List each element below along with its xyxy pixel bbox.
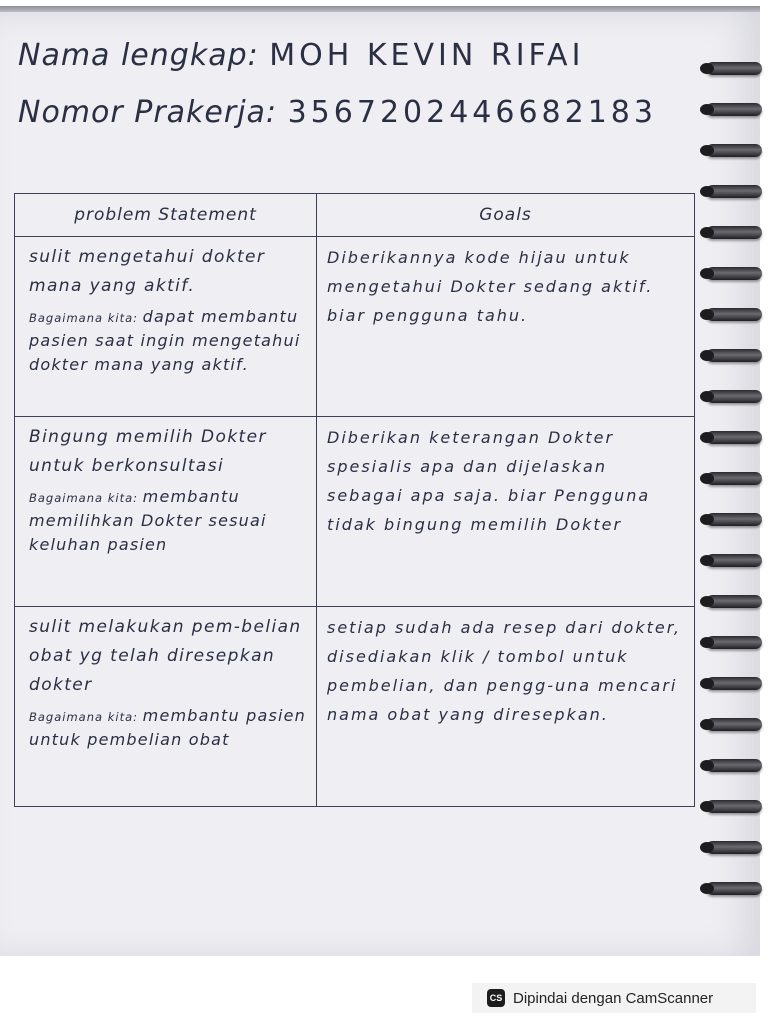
goal-text: Diberikan keterangan Dokter spesialis apa dan dijelaskan sebagai apa saja. biar Pengguna tidak bingung memilih Dokter — [327, 428, 651, 534]
spiral-ring — [706, 103, 762, 116]
number-label: Nomor Prakerja: — [18, 95, 278, 130]
problem-cell — [15, 607, 317, 807]
spiral-ring — [706, 226, 762, 239]
goal-text: Diberikannya kode hijau untuk mengetahui Dokter sedang aktif. biar pengguna tahu. — [327, 248, 654, 325]
header-problem-statement: problem Statement — [15, 194, 317, 237]
goal-text: setiap sudah ada resep dari dokter, disediakan klik / tombol untuk pembelian, dan pengg-una mencari nama obat yang diresepkan. — [327, 618, 681, 724]
problem-text: sulit melakukan pem-belian obat yg telah diresepkan dokter — [29, 617, 302, 695]
spiral-ring — [706, 349, 762, 362]
problem-text: sulit mengetahui dokter mana yang aktif. — [29, 247, 266, 296]
spiral-ring — [706, 677, 762, 690]
goal-cell — [317, 417, 695, 607]
table-header-row — [15, 194, 695, 237]
spiral-ring — [706, 759, 762, 772]
problem-text: Bingung memilih Dokter untuk berkonsultasi — [29, 427, 267, 476]
spiral-ring — [706, 185, 762, 198]
spiral-ring — [706, 308, 762, 321]
number-line — [18, 95, 657, 130]
spiral-ring — [706, 513, 762, 526]
question-text: membantu pasien untuk pembelian obat — [29, 706, 307, 749]
name-value: MOH KEVIN RIFAI — [269, 38, 585, 73]
spiral-ring — [706, 800, 762, 813]
table-row — [15, 607, 695, 807]
table-row — [15, 237, 695, 417]
goal-cell — [317, 607, 695, 807]
spiral-ring — [706, 595, 762, 608]
spiral-ring — [706, 882, 762, 895]
problem-goals-table — [14, 193, 695, 807]
spiral-ring — [706, 841, 762, 854]
question-text: dapat membantu pasien saat ingin mengetahui dokter mana yang aktif. — [29, 307, 301, 374]
question-label: Bagaimana kita: — [29, 491, 139, 505]
problem-cell — [15, 237, 317, 417]
spiral-ring — [706, 472, 762, 485]
table-row — [15, 417, 695, 607]
spiral-ring — [706, 144, 762, 157]
spiral-ring — [706, 636, 762, 649]
question-label: Bagaimana kita: — [29, 710, 139, 724]
watermark-text: Dipindai dengan CamScanner — [513, 989, 714, 1007]
name-label: Nama lengkap: — [18, 38, 259, 73]
camscanner-watermark — [472, 983, 756, 1013]
spiral-ring — [706, 390, 762, 403]
problem-cell — [15, 417, 317, 607]
spiral-ring — [706, 62, 762, 75]
question-text: membantu memilihkan Dokter sesuai keluhan pasien — [29, 487, 267, 554]
goal-cell — [317, 237, 695, 417]
number-value: 3567202446682183 — [287, 95, 657, 130]
name-line — [18, 38, 584, 73]
header-goals: Goals — [317, 194, 695, 237]
spiral-ring — [706, 718, 762, 731]
camscanner-icon: CS — [487, 989, 505, 1007]
question-label: Bagaimana kita: — [29, 311, 139, 325]
spiral-ring — [706, 431, 762, 444]
spiral-ring — [706, 267, 762, 280]
spiral-ring — [706, 554, 762, 567]
